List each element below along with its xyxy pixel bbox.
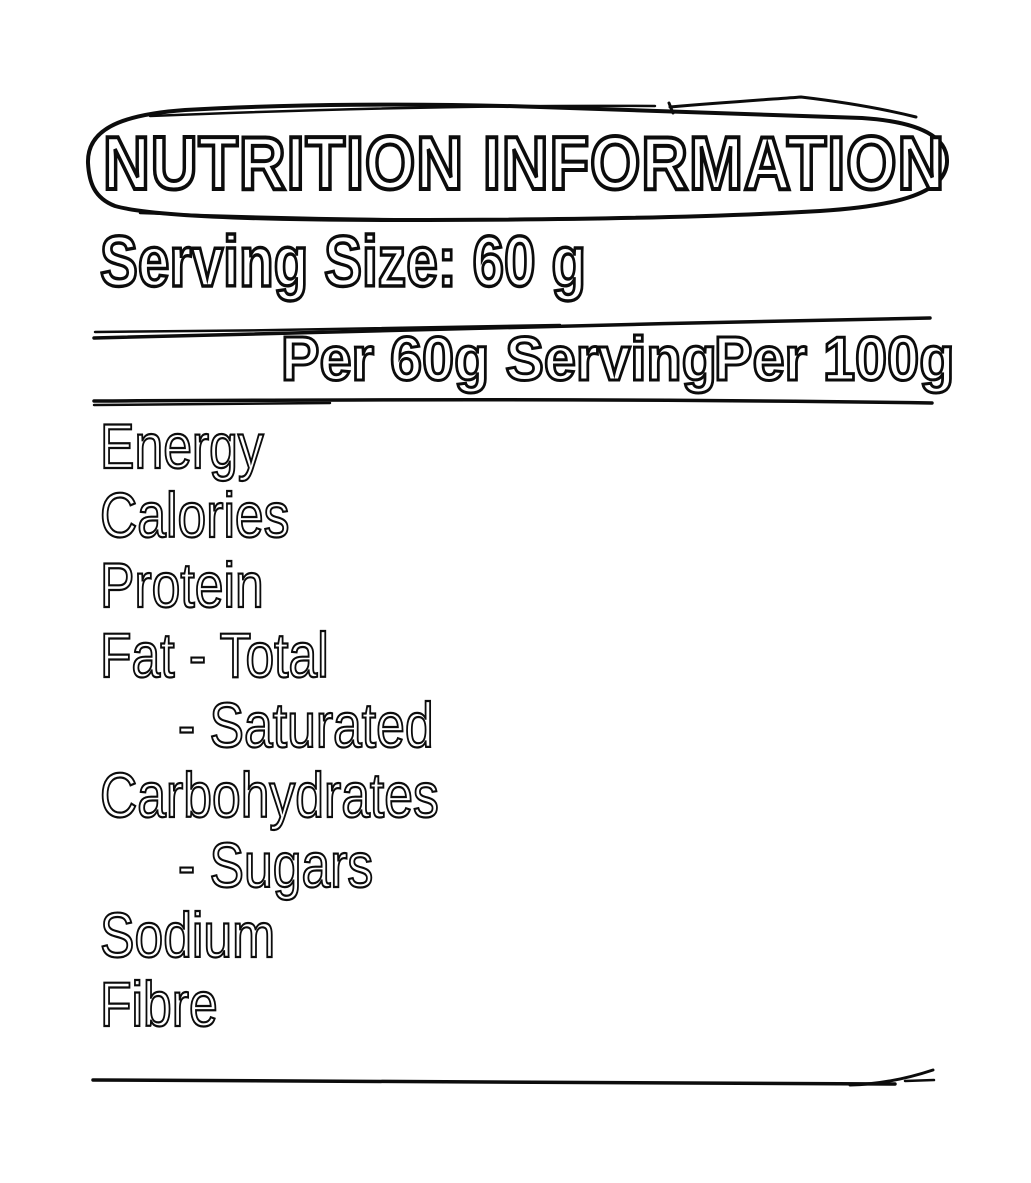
footer-divider-fork-double xyxy=(905,1080,934,1081)
footer-divider xyxy=(93,1080,895,1084)
nutrient-label: Energy xyxy=(100,412,264,482)
nutrient-label: - Sugars xyxy=(178,831,374,901)
column-header-per-serving: Per 60g Serving xyxy=(281,325,717,394)
footer-divider-fork xyxy=(850,1070,933,1085)
serving-size: Serving Size: 60 g xyxy=(100,223,587,302)
page-title: NUTRITION INFORMATION xyxy=(103,121,946,205)
title-oval-tick xyxy=(669,103,673,113)
header-divider-bottom xyxy=(94,400,932,403)
title-oval-double-bottom xyxy=(140,213,600,220)
nutrient-label: Carbohydrates xyxy=(100,761,439,831)
nutrient-label: Calories xyxy=(100,481,290,551)
nutrient-label: Fat - Total xyxy=(100,621,329,691)
header-divider-bottom-double xyxy=(94,403,330,405)
column-header-per-100g: Per 100g xyxy=(714,325,955,394)
nutrient-label: Fibre xyxy=(100,970,218,1040)
nutrient-label: Sodium xyxy=(100,901,276,971)
title-oval-double-top xyxy=(150,106,655,116)
title-oval-overshoot xyxy=(670,97,916,117)
nutrient-label: Protein xyxy=(100,551,264,621)
nutrient-label: - Saturated xyxy=(178,691,434,761)
